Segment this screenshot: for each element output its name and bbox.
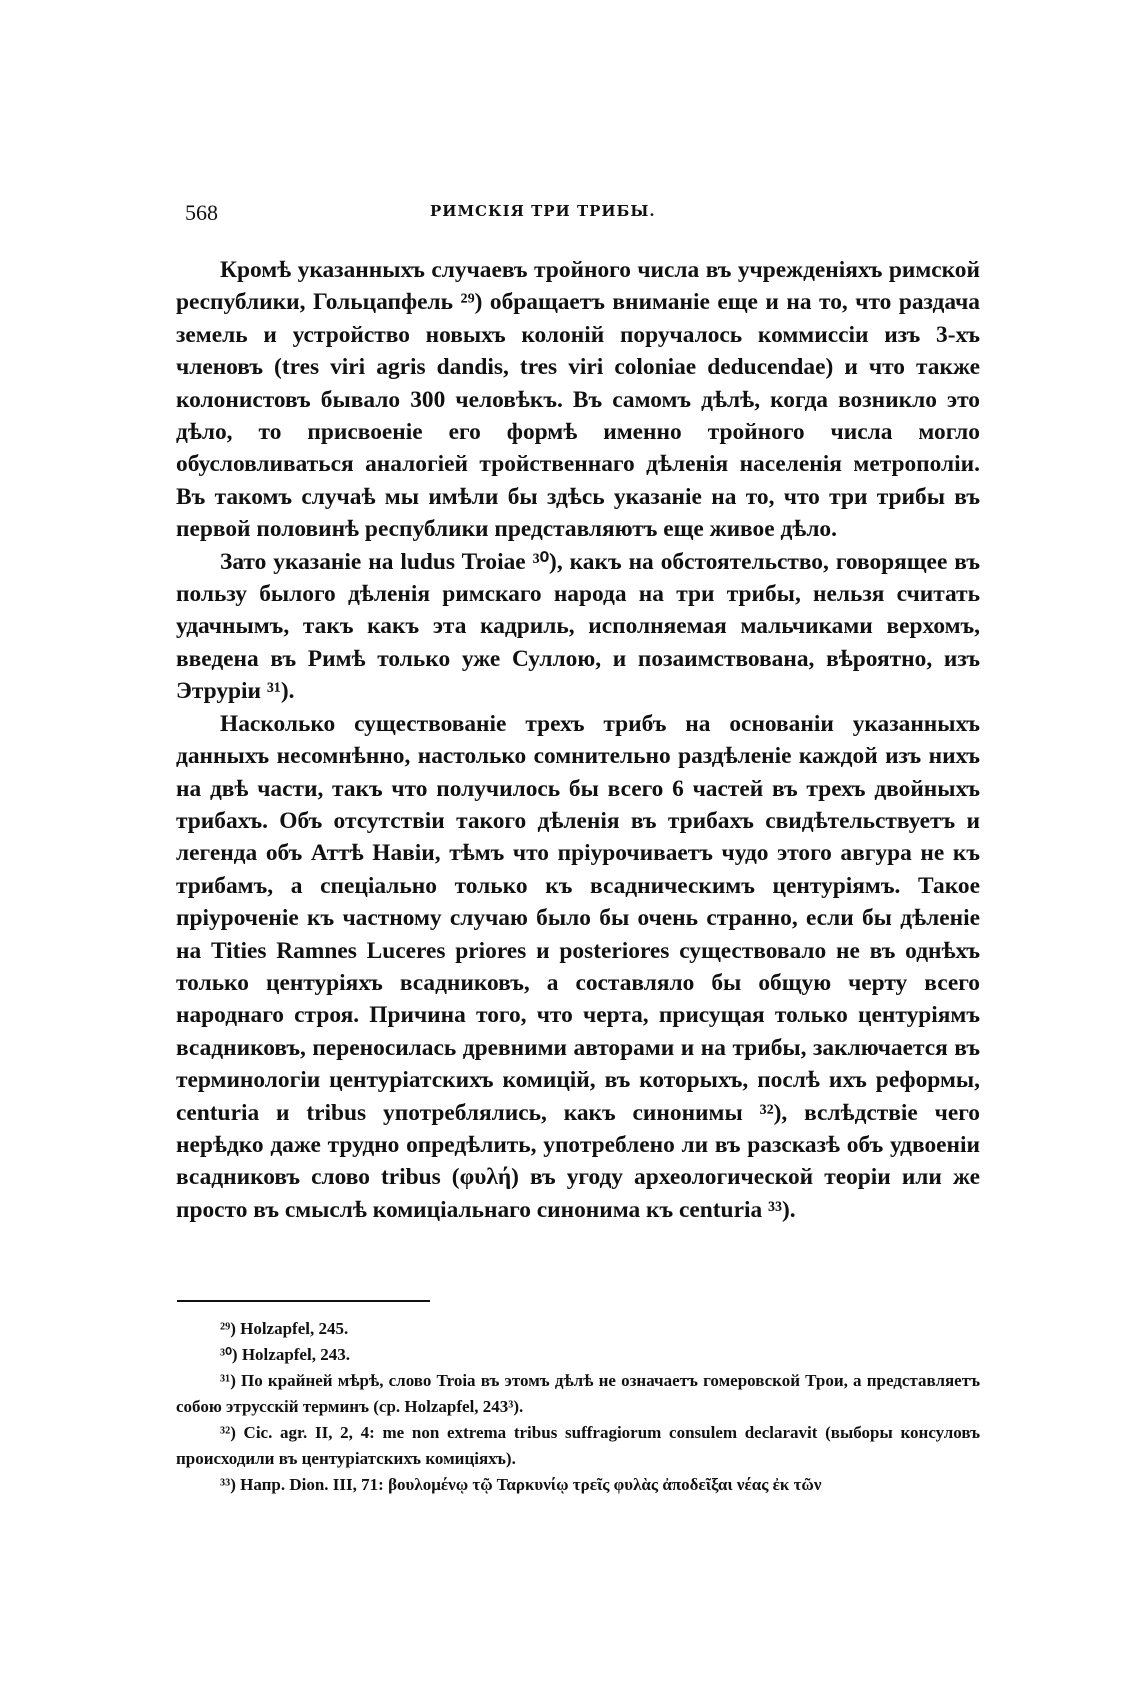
footnote: ³²) Cic. agr. II, 2, 4: me non extrema tribus suffragiorum consulem declaravit (выборы консуловъ происходили въ центуріатскихъ комиціяхъ). [176,1423,980,1468]
body-text [176,254,980,1226]
page-number: 568 [185,200,218,225]
footnote: ³¹) По крайней мѣрѣ, слово Troia въ этомъ дѣлѣ не означаетъ гомеровской Трои, а представляетъ собою этрусскій терминъ (ср. Holzapfel, 243³). [176,1371,980,1416]
paragraph: Кромѣ указанныхъ случаевъ тройного числа въ учрежденіяхъ римской республики, Гольцапфель ²⁹) обращаетъ вниманіе еще и на то, что раздача земель и устройство новыхъ колоній поручалось коммиссіи изъ 3-хъ членовъ (tres viri agris dandis, tres viri coloniae deducendae) и что также колонистовъ бывало 300 человѣкъ. Въ самомъ дѣлѣ, когда возникло это дѣло, то присвоеніе его формѣ именно тройного числа могло обусловливаться аналогіей тройственнаго дѣленія населенія метрополіи. Въ такомъ случаѣ мы имѣли бы здѣсь указаніе на то, что три трибы въ первой половинѣ республики представляютъ еще живое дѣло. [176,257,980,543]
running-title: РИМСКІЯ ТРИ ТРИБЫ. [430,202,656,220]
footnote: ²⁹) Holzapfel, 245. [220,1319,349,1338]
paragraph: Зато указаніе на ludus Troiae ³⁰), какъ на обстоятельство, говорящее въ пользу былого дѣленія римскаго народа на три трибы, нельзя считать удачнымъ, такъ какъ эта кадриль, исполняемая мальчиками верхомъ, введена въ Римѣ только уже Суллою, и позаимствована, вѣроятно, изъ Этруріи ³¹). [176,548,980,705]
footnote: ³³) Напр. Dion. III, 71: βουλομένῳ τῷ Ταρκυνίῳ τρεῖς φυλὰς ἀποδεῖξαι νέας ἐκ τῶν [220,1475,822,1494]
footnote-divider [177,1300,430,1302]
footnote: ³⁰) Holzapfel, 243. [220,1345,350,1364]
paragraph: Насколько существованіе трехъ трибъ на основаніи указанныхъ данныхъ несомнѣнно, настолько сомнительно раздѣленіе каждой изъ нихъ на двѣ части, такъ что получилось бы всего 6 частей въ трехъ двойныхъ трибахъ. Объ отсутствіи такого дѣленія въ трибахъ свидѣтельствуетъ и легенда объ Аттѣ Навіи, тѣмъ что пріурочиваетъ чудо этого авгура не къ трибамъ, а спеціально только къ всадническимъ центуріямъ. Такое пріуроченіе къ частному случаю было бы очень странно, если бы дѣленіе на Tities Ramnes Luceres priores и posteriores существовало не въ однѣхъ только центуріяхъ всадниковъ, а составляло бы общую черту всего народнаго строя. Причина того, что черта, присущая только центуріямъ всадниковъ, переносилась древними авторами и на трибы, заключается въ терминологіи центуріатскихъ комицій, въ которыхъ, послѣ ихъ реформы, centuria и tribus употреблялись, какъ синонимы ³²), вслѣдствіе чего нерѣдко даже трудно опредѣлить, употреблено ли въ разсказѣ объ удвоеніи всадниковъ слово tribus (φυλή) въ угоду археологической теоріи или же просто въ смыслѣ комиціальнаго синонима къ centuria ³³). [176,710,980,1223]
running-head [185,200,985,226]
footnotes [176,1316,980,1498]
